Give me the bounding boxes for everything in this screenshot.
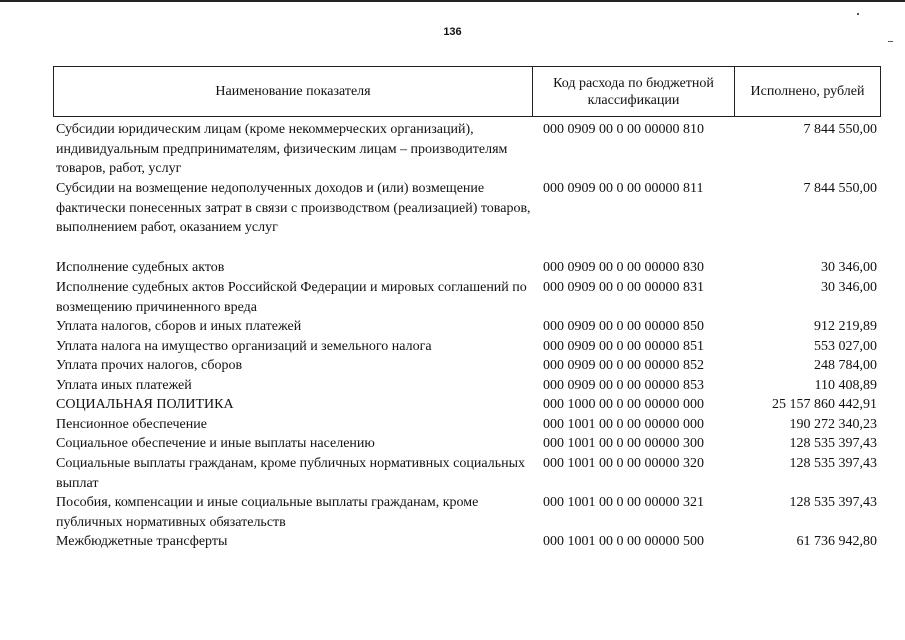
row-code: 000 1001 00 0 00 00000 000 xyxy=(543,417,704,432)
top-border-line xyxy=(0,0,905,2)
row-name: Пособия, компенсации и иные социальные выплаты гражданам, кроме публичных нормативных обязательств xyxy=(56,495,479,530)
row-value: 30 346,00 xyxy=(821,260,877,275)
row-value: 110 408,89 xyxy=(814,378,877,393)
row-code: 000 0909 00 0 00 00000 850 xyxy=(543,319,704,334)
row-name: Исполнение судебных актов Российской Федерации и мировых соглашений по возмещению причиненного вреда xyxy=(56,280,527,315)
row-code: 000 1001 00 0 00 00000 320 xyxy=(543,456,704,471)
column-header-code: Код расхода по бюджетной классификации xyxy=(533,67,735,116)
row-code: 000 0909 00 0 00 00000 830 xyxy=(543,260,704,275)
row-name: Субсидии юридическим лицам (кроме некоммерческих организаций), индивидуальным предпринимателям, физическим лицам – производителям товаров, работ, услуг xyxy=(56,122,508,176)
row-value: 61 736 942,80 xyxy=(796,534,877,549)
row-code: 000 0909 00 0 00 00000 810 xyxy=(543,122,704,137)
row-name: Исполнение судебных актов xyxy=(56,260,225,275)
row-value: 7 844 550,00 xyxy=(803,181,877,196)
row-value: 128 535 397,43 xyxy=(789,436,877,451)
row-value: 248 784,00 xyxy=(814,358,877,373)
row-code: 000 0909 00 0 00 00000 831 xyxy=(543,280,704,295)
row-name: Межбюджетные трансферты xyxy=(56,534,228,549)
row-code: 000 0909 00 0 00 00000 853 xyxy=(543,378,704,393)
row-value: 25 157 860 442,91 xyxy=(772,397,877,412)
row-value: 912 219,89 xyxy=(814,319,877,334)
row-value: 128 535 397,43 xyxy=(789,495,877,510)
row-name: Уплата налогов, сборов и иных платежей xyxy=(56,319,302,334)
row-name: Социальное обеспечение и иные выплаты населению xyxy=(56,436,375,451)
row-code: 000 1001 00 0 00 00000 300 xyxy=(543,436,704,451)
row-code: 000 1001 00 0 00 00000 500 xyxy=(543,534,704,549)
row-value: 190 272 340,23 xyxy=(789,417,877,432)
row-code: 000 0909 00 0 00 00000 811 xyxy=(543,181,704,196)
row-name: Уплата налога на имущество организаций и земельного налога xyxy=(56,339,432,354)
row-name: Субсидии на возмещение недополученных доходов и (или) возмещение фактически понесенных затрат в связи с производством (реализацией) товаров, выполнением работ, оказанием услуг xyxy=(56,181,531,235)
row-code: 000 0909 00 0 00 00000 852 xyxy=(543,358,704,373)
row-code: 000 1001 00 0 00 00000 321 xyxy=(543,495,704,510)
row-code: 000 1000 00 0 00 00000 000 xyxy=(543,397,704,412)
column-header-executed: Исполнено, рублей xyxy=(750,84,865,99)
column-header-name: Наименование показателя xyxy=(54,67,533,116)
page-number: 136 xyxy=(443,26,462,38)
row-name: Социальные выплаты гражданам, кроме публичных нормативных социальных выплат xyxy=(56,456,525,491)
table-header xyxy=(53,66,881,117)
row-code: 000 0909 00 0 00 00000 851 xyxy=(543,339,704,354)
row-name: Пенсионное обеспечение xyxy=(56,417,207,432)
scan-mark xyxy=(857,13,859,15)
row-value: 553 027,00 xyxy=(814,339,877,354)
row-value: 128 535 397,43 xyxy=(789,456,877,471)
row-value: 7 844 550,00 xyxy=(803,122,877,137)
scan-mark xyxy=(888,41,893,42)
row-name: Уплата прочих налогов, сборов xyxy=(56,358,243,373)
row-name: Уплата иных платежей xyxy=(56,378,192,393)
row-name: СОЦИАЛЬНАЯ ПОЛИТИКА xyxy=(56,397,234,412)
row-value: 30 346,00 xyxy=(821,280,877,295)
